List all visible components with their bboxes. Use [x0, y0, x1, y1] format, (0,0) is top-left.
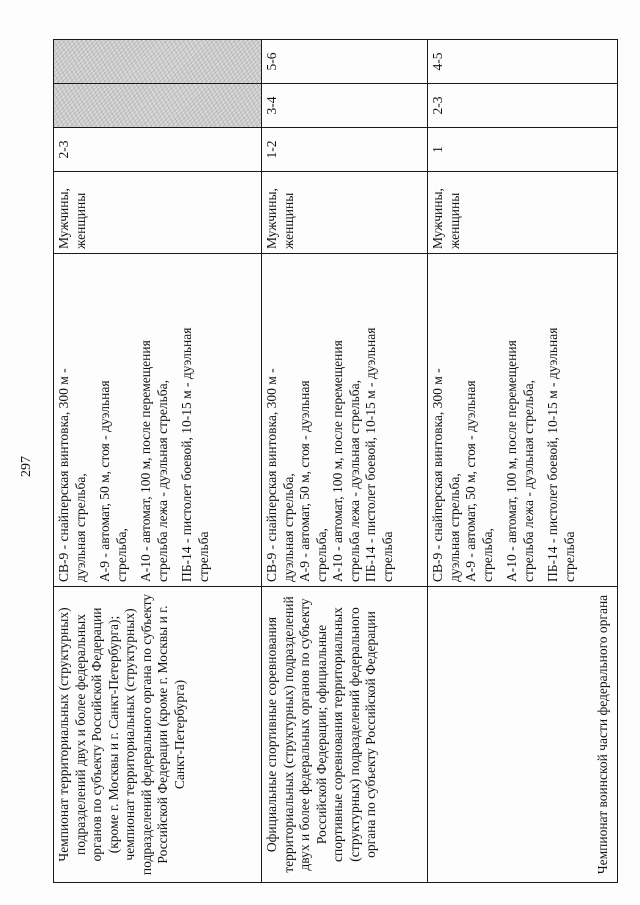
exercise-a10-line1: А-10 - автомат, 100 м, после перемещения [138, 340, 153, 582]
exercise-sv9-line2: дуэльная стрельба, [72, 473, 88, 582]
rank-cell-3: 4-5 [428, 40, 618, 84]
participants-line1: Мужчины, [56, 188, 71, 249]
exercise-a9-line1: А-9 - автомат, 50 м, стоя - дуэльная [463, 380, 478, 582]
exercise-a9-line2: стрельба, [113, 528, 129, 582]
exercise-sv9-line1: СВ-9 - снайперская винтовка, 300 м - [264, 368, 279, 582]
rank-cell-1: 1-2 [262, 128, 428, 172]
participants-cell [428, 172, 618, 254]
table-row [428, 40, 618, 883]
exercises-cell [428, 254, 618, 587]
exercise-pb14-line1: ПБ-14 - пистолет боевой, 10-15 м - дуэльная [179, 327, 194, 582]
exercise-pb14-line1: ПБ-14 - пистолет боевой, 10-15 м - дуэльная [545, 327, 560, 582]
participants-line2: женщины [280, 192, 296, 249]
exercise-sv9-line2: дуэльная стрельба, [280, 473, 296, 582]
table-row [54, 40, 262, 883]
rank-cell-1: 1 [428, 128, 618, 172]
exercise-a10-line2: стрельба лежа - дуэльная стрельба, [154, 379, 170, 582]
exercises-cell [262, 254, 428, 587]
participants-line2: женщины [446, 192, 462, 249]
exercise-a9-line2: стрельба, [479, 528, 495, 582]
exercise-a9-line1: А-9 - автомат, 50 м, стоя - дуэльная [97, 380, 112, 582]
exercise-sv9-line1: СВ-9 - снайперская винтовка, 300 м - [56, 368, 71, 582]
exercise-a9-line2: стрельба, [313, 528, 329, 582]
rotated-table-area [19, 40, 617, 883]
rank-cell-2 [54, 84, 262, 128]
participants-line2: женщины [72, 192, 88, 249]
exercise-pb14-line2: стрельба [379, 531, 395, 582]
exercise-a9-line1: А-9 - автомат, 50 м, стоя - дуэльная [297, 380, 312, 582]
rank-cell-1: 2-3 [54, 128, 262, 172]
participants-line1: Мужчины, [430, 188, 445, 249]
participants-cell [54, 172, 262, 254]
exercises-cell [54, 254, 262, 587]
table-row [262, 40, 428, 883]
rank-cell-3: 5-6 [262, 40, 428, 84]
page-number: 297 [19, 456, 34, 477]
exercise-sv9-line2: дуэльная стрельба, [446, 473, 462, 582]
rank-cell-2: 3-4 [262, 84, 428, 128]
competition-cell: Чемпионат воинской части федерального органа [428, 587, 618, 883]
exercise-a10-line2: стрельба лежа - дуэльная стрельба, [346, 379, 362, 582]
sports-ranks-table [53, 39, 618, 883]
exercise-a10-line1: А-10 - автомат, 100 м, после перемещения [330, 340, 345, 582]
exercise-pb14-line2: стрельба [195, 531, 211, 582]
exercise-a10-line1: А-10 - автомат, 100 м, после перемещения [504, 340, 519, 582]
rank-cell-3 [54, 40, 262, 84]
participants-line1: Мужчины, [264, 188, 279, 249]
competition-cell: Чемпионат территориальных (структурных) подразделений двух и более федеральных органов по субъекту Российской Федерации (кроме г. Москвы и г. Санкт-Петербурга); чемпионат территориальных (структурных) подразделений федерального органа по субъекту Российской Федерации (кроме г. Москвы и г. Санкт-Петербурга) [54, 587, 262, 883]
participants-cell [262, 172, 428, 254]
exercise-pb14-line1: ПБ-14 - пистолет боевой, 10-15 м - дуэльная [363, 327, 378, 582]
exercise-a10-line2: стрельба лежа - дуэльная стрельба, [520, 379, 536, 582]
competition-cell: Официальные спортивные соревнования территориальных (структурных) подразделений двух и более федеральных органов по субъекту Российской Федерации; официальные спортивные соревнования территориальных (структурных) подразделений федерального органа по субъекту Российской Федерации [262, 587, 428, 883]
rank-cell-2: 2-3 [428, 84, 618, 128]
exercise-sv9-line1: СВ-9 - снайперская винтовка, 300 м - [430, 368, 445, 582]
exercise-pb14-line2: стрельба [561, 531, 577, 582]
